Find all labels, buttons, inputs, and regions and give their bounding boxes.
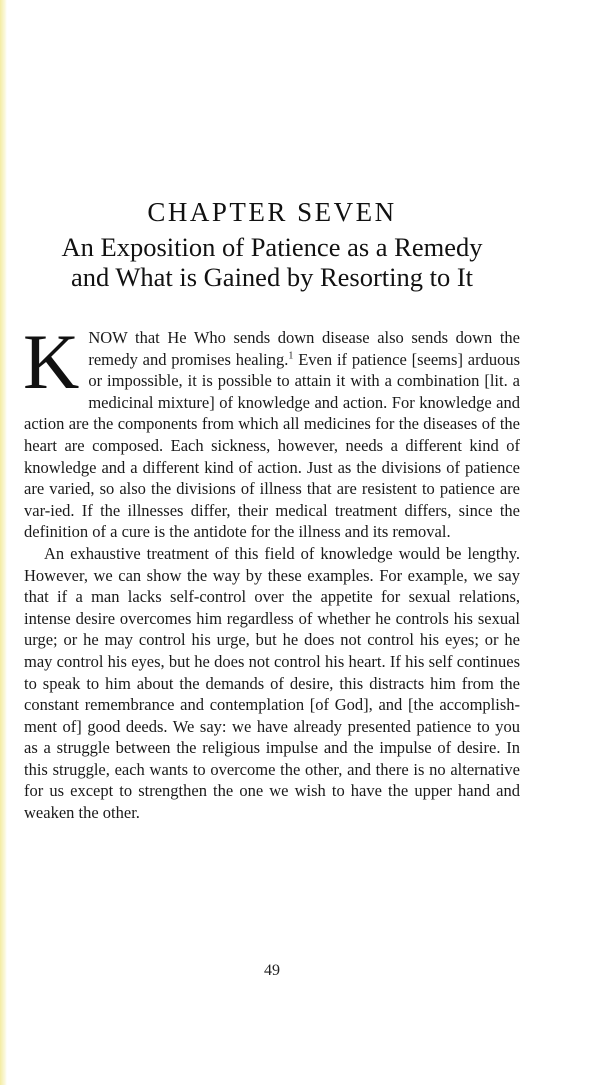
chapter-body bbox=[23, 318, 520, 824]
paragraph-2: An exhaustive treatment of this field of knowledge would be lengthy. However, we can show the way by these examples. For example, we say that if a man lacks self-control over the appetite for sexual relations, intense desire overcomes him regardless of whether he controls his sexual urge; or he may control his urge, but he does not control his eyes; or he may control his eyes, but he does not control his heart. If his self continues to speak to him about the demands of desire, this distracts him from the constant remembrance and contemplation [of God], and [the accomplish-ment of] good deeds. We say: we have already presented patience to you as a struggle between the religious impulse and the impulse of desire. In this struggle, each wants to overcome the other, and there is no alternative for us except to strengthen the one we wish to have the upper hand and weaken the other. bbox=[24, 543, 520, 823]
page-number: 49 bbox=[264, 962, 280, 979]
chapter-label: CHAPTER SEVEN bbox=[147, 197, 397, 227]
drop-cap: K bbox=[23, 318, 80, 405]
chapter-title-line-1: An Exposition of Patience as a Remedy bbox=[61, 232, 483, 262]
footnote-marker: 1 bbox=[288, 350, 294, 362]
chapter-title-line-2: and What is Gained by Resorting to It bbox=[70, 262, 474, 292]
page-edge-tint bbox=[0, 0, 7, 1085]
paragraph-1 bbox=[23, 318, 520, 543]
paragraph-1-text-b: Even if patience [seems] arduous or impossible, it is possible to attain it with a combination [lit. a medicinal mixture] of knowledge and action. For knowledge and action are the components from which all medicines for the diseases of the heart are composed. Each sickness, however, needs a different kind of knowledge and a different kind of action. Just as the divisions of patience are varied, so also the divisions of illness that are resistent to patience are var-ied. If the illnesses differ, their medical treatment differs, since the definition of a cure is the antidote for the illness and its removal. bbox=[24, 349, 520, 542]
paragraph-1-text-a: NOW that He Who sends down disease also sends down the remedy and promises healing. bbox=[88, 328, 520, 369]
chapter-title bbox=[24, 232, 520, 292]
